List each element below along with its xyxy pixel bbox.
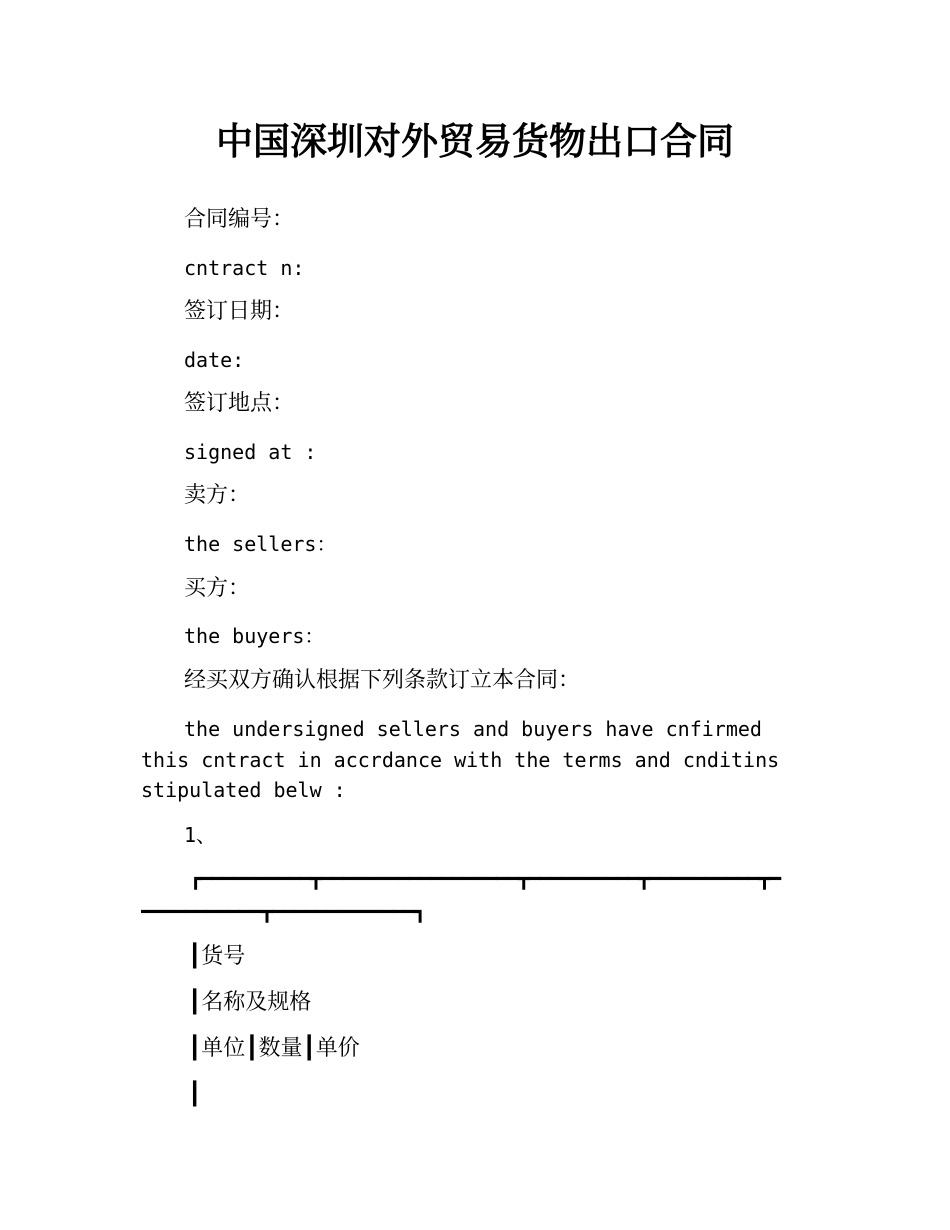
agreement-statement-cn: 经买双方确认根据下列条款订立本合同： <box>184 668 581 693</box>
agreement-statement-en: the undersigned sellers and buyers have cnfirmed this cntract in accrdance with the terms and cnditins stipulated belw : <box>141 717 780 802</box>
contract-number-label-cn: 合同编号： <box>184 207 295 232</box>
table-header-unit-qty-price: ┃单位┃数量┃单价 <box>188 1036 360 1061</box>
buyer-label-en: the buyers： <box>184 624 325 648</box>
buyer-label-cn: 买方： <box>184 576 251 601</box>
sign-date-label-en: date: <box>184 348 245 372</box>
table-header-empty-cell: ┃ <box>188 1082 202 1107</box>
item-number: 1、 <box>184 823 217 847</box>
sign-place-label-cn: 签订地点： <box>184 391 295 416</box>
seller-label-en: the sellers： <box>184 532 337 556</box>
seller-label-cn: 卖方： <box>184 483 251 508</box>
table-top-border-line-2: ━━━━━━━━━━━┳━━━━━━━━━━━━━┓ <box>141 901 426 923</box>
table-top-border-line-1: ┏━━━━━━━━━━┳━━━━━━━━━━━━━━━━━━┳━━━━━━━━━━┳━━━━━━━━━━┳━ <box>190 868 781 890</box>
table-header-name-spec: ┃名称及规格 <box>188 990 312 1015</box>
sign-place-label-en: signed at : <box>184 440 317 464</box>
sign-date-label-cn: 签订日期： <box>184 299 295 324</box>
table-header-goods-no: ┃货号 <box>188 944 246 969</box>
document-title: 中国深圳对外贸易货物出口合同 <box>216 120 734 163</box>
contract-number-label-en: cntract n: <box>184 256 305 280</box>
